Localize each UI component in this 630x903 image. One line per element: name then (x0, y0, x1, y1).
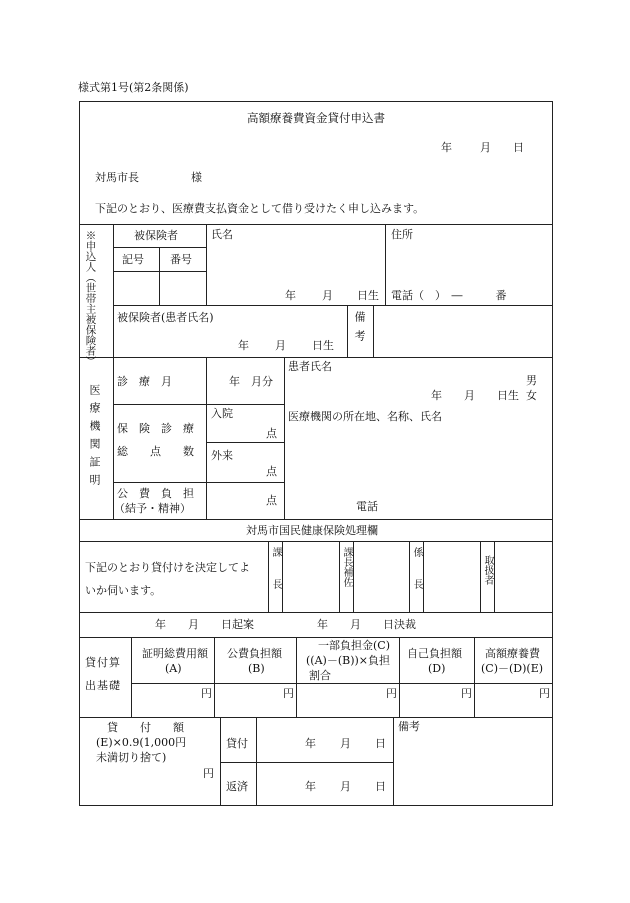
loan-date-month: 月 (340, 737, 351, 750)
loan-date-day: 日 (375, 737, 386, 750)
border-left (79, 101, 80, 806)
form-title: 高額療養費資金貸付申込書 (247, 111, 385, 125)
line (393, 717, 394, 806)
col-c-ratio: 割合 (309, 669, 331, 682)
institution-phone-label: 電話 (356, 500, 378, 513)
inpatient-label: 入院 (211, 407, 233, 420)
repay-date-year: 年 (305, 780, 316, 793)
date-month: 月 (480, 141, 491, 154)
loan-date-label: 貸付 (226, 737, 248, 750)
line (353, 541, 354, 612)
gender-female: 女 (526, 389, 537, 402)
line (79, 224, 553, 225)
applicant-side-label: ※申込人（世帯主被保険者） (84, 230, 97, 367)
line (131, 637, 132, 717)
line (284, 357, 285, 519)
medical-side-label: 医療機関証明 (88, 384, 101, 492)
statement: 下記のとおり、医療費支払資金として借り受けたく申し込みます。 (95, 202, 425, 215)
symbol-label: 記号 (122, 253, 144, 266)
loan-remarks-label: 備考 (398, 720, 420, 733)
remarks-label: 備考 (353, 311, 366, 349)
yen-b: 円 (283, 687, 294, 700)
deputy-chief-label: 課長補佐 (341, 547, 352, 587)
line (206, 442, 284, 443)
inpatient-unit: 点 (266, 427, 277, 440)
public-unit: 点 (266, 494, 277, 507)
section-chief-label: 課長 (270, 547, 281, 611)
line (220, 762, 393, 763)
col-a-code: (A) (165, 662, 182, 675)
loan-amount-note: 未満切り捨て) (96, 751, 167, 764)
line (79, 637, 553, 638)
sub-chief-label: 係長 (411, 547, 422, 611)
col-d-label: 自己負担額 (407, 647, 462, 660)
date-day: 日 (513, 141, 524, 154)
points-label-1: 保 険 診 療 (117, 422, 194, 435)
line (113, 357, 114, 519)
border-right (552, 101, 553, 806)
decision-text-2: いか伺います。 (85, 584, 162, 597)
line (113, 224, 114, 358)
calc-side-label-1: 貸付算 (85, 656, 121, 669)
yen-d: 円 (461, 687, 472, 700)
line (474, 637, 475, 717)
line (347, 305, 348, 358)
name-label: 氏名 (211, 228, 233, 241)
col-e-formula: (C)－(D)(E) (481, 662, 544, 675)
patient-birth-day: 日生 (312, 339, 334, 352)
gender-male: 男 (526, 374, 537, 387)
line (268, 541, 269, 612)
birth-month: 月 (322, 289, 333, 302)
calc-side-label-2: 出基礎 (85, 679, 121, 692)
line (79, 612, 553, 613)
form-number: 様式第1号(第2条関係) (78, 81, 189, 94)
handler-label: 取扱者 (482, 555, 493, 585)
patient-birth-month: 月 (275, 339, 286, 352)
line (339, 541, 340, 612)
public-label-1: 公 費 負 担 (117, 487, 194, 500)
loan-amount-formula: (E)×0.9(1,000円 (96, 736, 187, 749)
yen-c: 円 (386, 687, 397, 700)
line (296, 637, 297, 717)
insured-label: 被保険者 (134, 229, 178, 242)
outpatient-label: 外来 (211, 449, 233, 462)
public-label-2: （結予・精神） (114, 502, 191, 515)
yen-a: 円 (201, 687, 212, 700)
draft-date: 年 月 日起案 (155, 618, 254, 631)
line (79, 519, 553, 520)
line (423, 541, 424, 612)
border-bottom (79, 805, 553, 806)
line (282, 541, 283, 612)
line (480, 541, 481, 612)
line (159, 247, 160, 305)
patient-label: 被保険者(患者氏名) (117, 311, 214, 324)
line (206, 357, 207, 519)
birth-day: 日生 (357, 289, 379, 302)
line (399, 637, 400, 717)
line (206, 224, 207, 305)
col-b-label: 公費負担額 (227, 647, 282, 660)
addressee: 対馬市長 (95, 171, 139, 184)
final-date: 年 月 日決裁 (317, 618, 416, 631)
line (131, 683, 553, 684)
patient-name-label: 患者氏名 (288, 360, 332, 373)
line (494, 541, 495, 612)
line (113, 482, 284, 483)
patient-birth-year: 年 (238, 339, 249, 352)
yen-e: 円 (539, 687, 550, 700)
line (220, 717, 221, 806)
honorific: 様 (191, 171, 202, 184)
repay-date-day: 日 (375, 780, 386, 793)
line (113, 404, 284, 405)
line (214, 637, 215, 717)
border-top (79, 101, 553, 102)
loan-date-year: 年 (305, 737, 316, 750)
line (385, 224, 386, 305)
address-label: 住所 (391, 228, 413, 241)
line (79, 717, 553, 718)
col-b-code: (B) (248, 662, 265, 675)
institution-label: 医療機関の所在地、名称、氏名 (288, 410, 442, 423)
line (409, 541, 410, 612)
line (373, 305, 374, 358)
medical-month-label: 診 療 月 (117, 375, 172, 388)
line (256, 717, 257, 806)
col-c-formula: ((A)－(B))×負担 (306, 654, 390, 667)
loan-amount-label: 貸 付 額 (107, 721, 184, 734)
date-year: 年 (441, 141, 452, 154)
phone-label: 電話（ ） ― 番 (391, 289, 507, 302)
col-d-code: (D) (428, 662, 446, 675)
line (79, 357, 553, 358)
medical-month-value: 年 月分 (229, 375, 273, 388)
col-c-label: 一部負担金(C) (318, 639, 390, 652)
line (79, 541, 553, 542)
repay-date-month: 月 (340, 780, 351, 793)
line (113, 305, 553, 306)
number-label: 番号 (170, 253, 192, 266)
points-label-2: 総 点 数 (117, 445, 194, 458)
processing-title: 対馬市国民健康保険処理欄 (246, 524, 378, 537)
birth-year: 年 (285, 289, 296, 302)
col-a-label: 証明総費用額 (142, 647, 208, 660)
patient-dob: 年 月 日生 (431, 389, 519, 402)
repay-date-label: 返済 (226, 780, 248, 793)
col-e-label: 高額療養費 (485, 647, 540, 660)
decision-text-1: 下記のとおり貸付けを決定してよ (85, 561, 250, 574)
outpatient-unit: 点 (266, 465, 277, 478)
loan-yen: 円 (203, 767, 214, 780)
